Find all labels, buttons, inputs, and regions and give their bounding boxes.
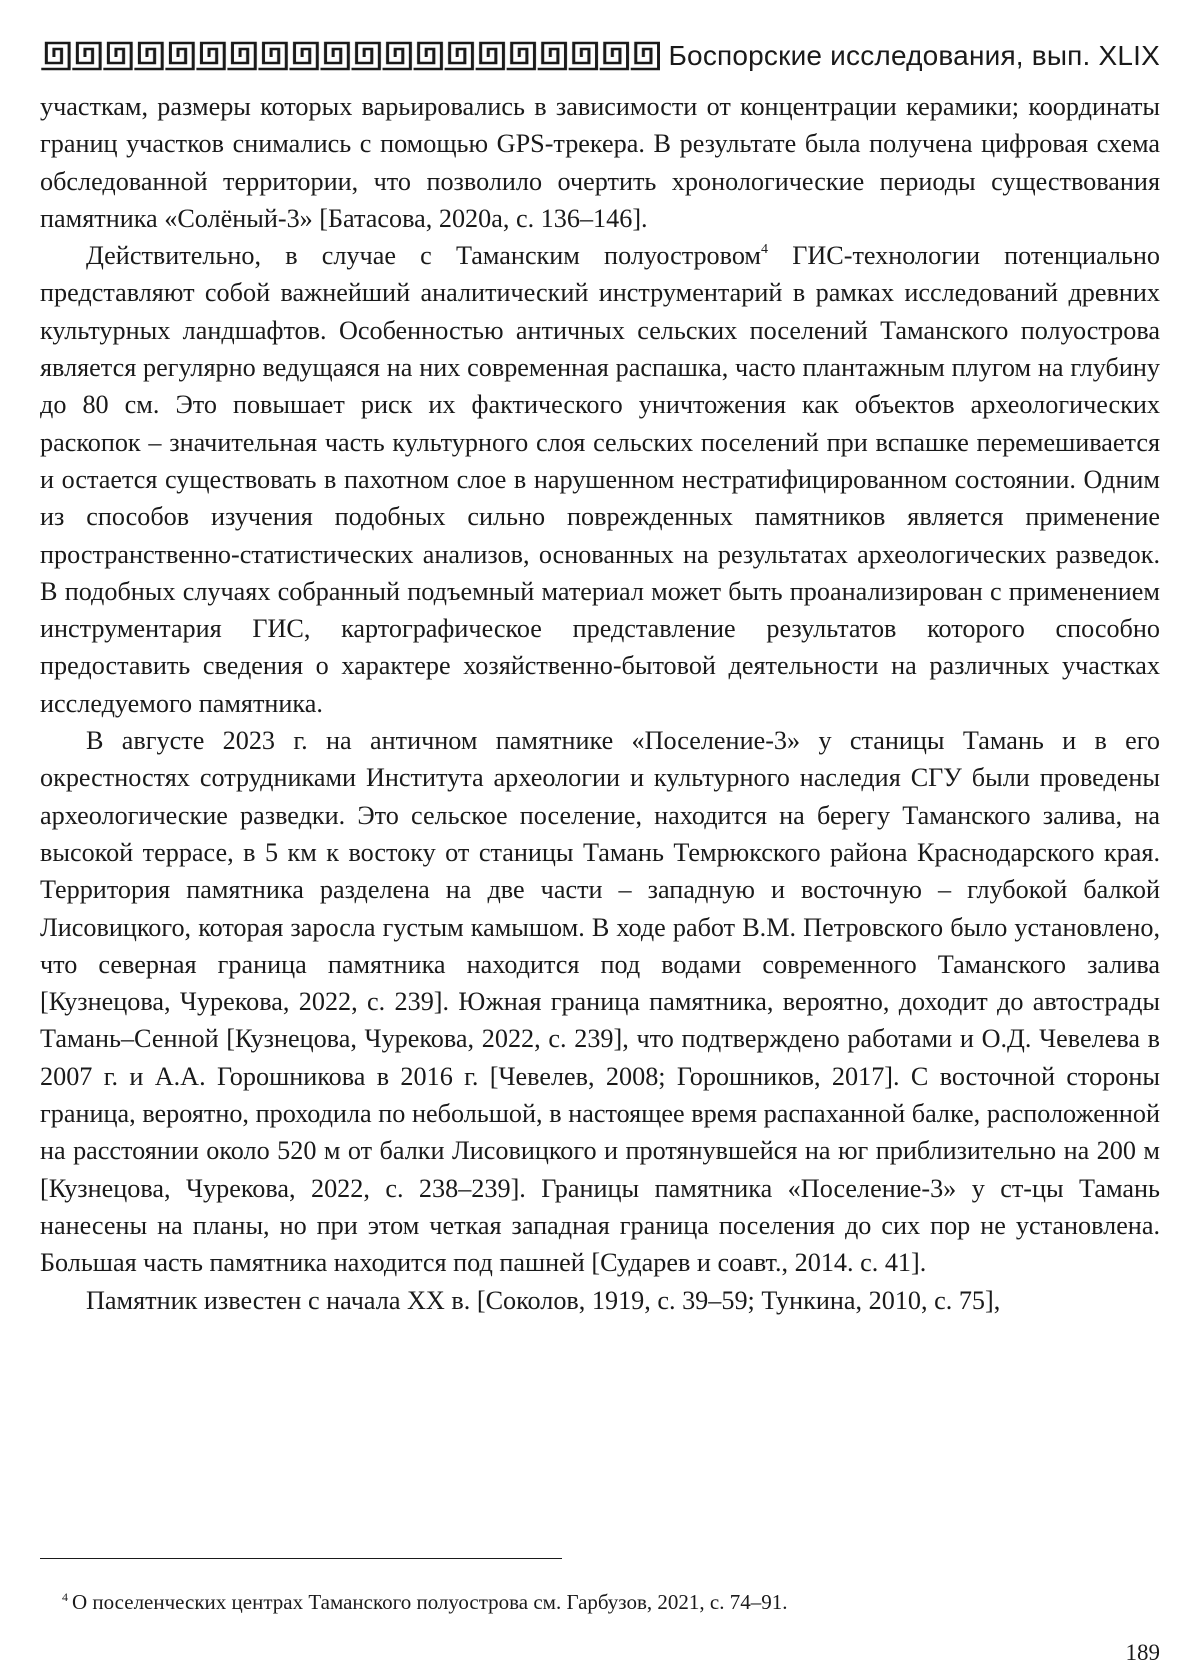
footnote (62, 1588, 1142, 1616)
paragraph-1: участкам, размеры которых варьировались в зависимости от концентрации керамики; координаты границ участков снимались с помощью GPS-трекера. В результате была получена цифровая схема обследованной территории, что позволило очертить хронологические периоды существования памятника «Солёный-3» [Батасова, 2020а, с. 136–146]. (40, 92, 1160, 233)
page-number: 189 (1125, 1640, 1160, 1665)
greek-key-meander-icon (40, 41, 660, 71)
paragraph-3: В августе 2023 г. на античном памятнике «Поселение-3» у станицы Тамань и в его окрестностях сотрудниками Института археологии и культурного наследия СГУ были проведены археологические разведки. Это сельское поселение, находится на берегу Таманского залива, на высокой террасе, в 5 км к востоку от станицы Тамань Темрюкского района Краснодарского края. Территория памятника разделена на две части – западную и восточную – глубокой балкой Лисовицкого, которая заросла густым камышом. В ходе работ В.М. Петровского было установлено, что северная граница памятника находится под водами современного Таманского залива [Кузнецова, Чурекова, 2022, с. 239]. Южная граница памятника, вероятно, доходит до автострады Тамань–Сенной [Кузнецова, Чурекова, 2022, с. 239], что подтверждено работами и О.Д. Чевелева в 2007 г. и А.А. Горошникова в 2016 г. [Чевелев, 2008; Горошников, 2017]. С восточной стороны граница, вероятно, проходила по небольшой, в настоящее время распаханной балке, расположенной на расстоянии около 520 м от балки Лисовицкого и протянувшейся на юг приблизительно на 200 м [Кузнецова, Чурекова, 2022, с. 238–239]. Границы памятника «Поселение-3» у ст-цы Тамань нанесены на планы, но при этом четкая западная граница поселения до сих пор не установлена. Большая часть памятника находится под пашней [Сударев и соавт., 2014. с. 41]. (40, 726, 1160, 1278)
footnote-divider (40, 1558, 562, 1559)
article-body (40, 88, 1160, 1319)
journal-title: Боспорские исследования, вып. XLIX (668, 40, 1160, 71)
running-header (40, 36, 1160, 76)
paragraph-4: Памятник известен с начала XX в. [Соколов, 1919, с. 39–59; Тункина, 2010, с. 75], (86, 1285, 1001, 1315)
paragraph-2-text-start: Действительно, в случае с Таманским полуостровом (86, 241, 762, 271)
footnote-number: 4 (62, 1590, 68, 1604)
footnote-reference: 4 (761, 242, 769, 258)
paragraph-2-text-end: ГИС-технологии потенциально представляют собой важнейший аналитический инструментарий в рамках исследований древних культурных ландшафтов. Особенностью античных сельских поселений Таманского полуострова является регулярно ведущаяся на них современная распашка, часто плантажным плугом на глубину до 80 см. Это повышает риск их фактического уничтожения как объектов археологических раскопок – значительная часть культурного слоя сельских поселений при вспашке перемешивается и остается существовать в пахотном слое в нарушенном нестратифицированном состоянии. Одним из способов изучения подобных сильно поврежденных памятников является применение пространственно-статистических анализов, основанных на результатах археологических разведок. В подобных случаях собранный подъемный материал может быть проанализирован с применением инструментария ГИС, картографическое представление результатов которого способно предоставить сведения о характере хозяйственно-бытовой деятельности на различных участках исследуемого памятника. (40, 241, 1160, 718)
paragraph-2 (40, 237, 1160, 722)
footnote-text: О поселенческих центрах Таманского полуострова см. Гарбузов, 2021, с. 74–91. (72, 1590, 788, 1614)
